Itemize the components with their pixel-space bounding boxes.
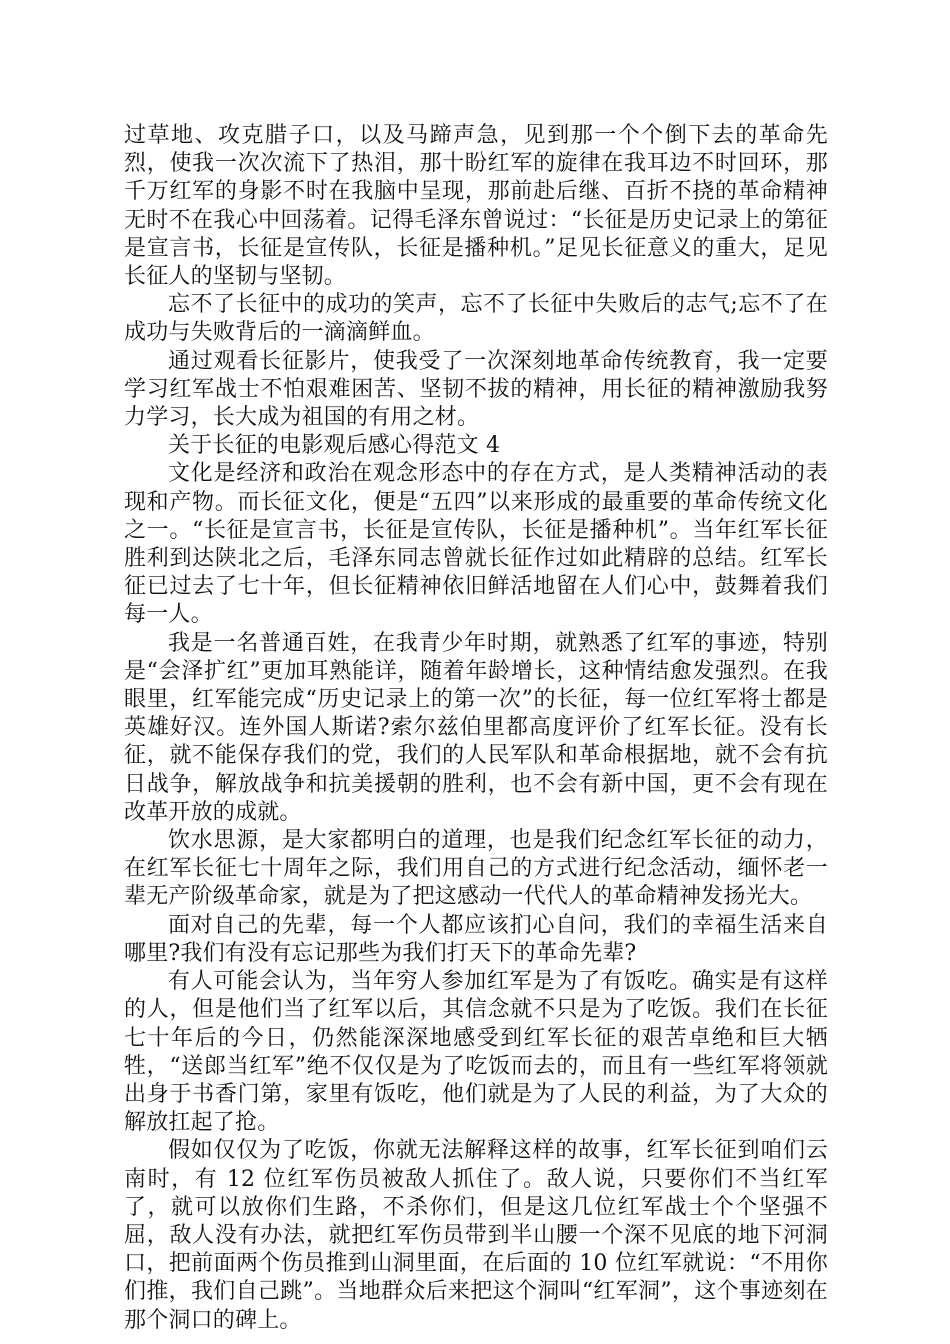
document-body	[124, 122, 828, 1335]
paragraph: 有人可能会认为，当年穷人参加红军是为了有饭吃。确实是有这样的人，但是他们当了红军以后，其信念就不只是为了吃饭。我们在长征七十年后的今日，仍然能深深地感受到红军长征的艰苦卓绝和巨大牺牲，“送郎当红军”绝不仅仅是为了吃饭而去的，而且有一些红军将领就出身于书香门第，家里有饭吃，他们就是为了人民的利益，为了大众的解放扛起了抢。	[124, 969, 828, 1136]
paragraph: 假如仅仅为了吃饭，你就无法解释这样的故事，红军长征到咱们云南时，有 12 位红军伤员被敌人抓住了。敌人说，只要你们不当红军了，就可以放你们生路，不杀你们，但是这几位红军战士个个坚强不屈，敌人没有办法，就把红军伤员带到半山腰一个深不见底的地下河洞口，把前面两个伤员推到山洞里面，在后面的 10 位红军就说：“不用你们推，我们自己跳”。当地群众后来把这个洞叫“红军洞”，这个事迹刻在那个洞口的碑上。	[124, 1138, 828, 1333]
paragraph: 面对自己的先辈，每一个人都应该扪心自问，我们的幸福生活来自哪里?我们有没有忘记那些为我们打天下的革命先辈?	[124, 912, 828, 966]
paragraph: 忘不了长征中的成功的笑声，忘不了长征中失败后的志气;忘不了在成功与失败背后的一滴滴鲜血。	[124, 292, 828, 346]
paragraph: 文化是经济和政治在观念形态中的存在方式，是人类精神活动的表现和产物。而长征文化，便是“五四”以来形成的最重要的革命传统文化之一。“长征是宣言书，长征是宣传队，长征是播种机”。当年红军长征胜利到达陕北之后，毛泽东同志曾就长征作过如此精辟的总结。红军长征已过去了七十年，但长征精神依旧鲜活地留在人们心中，鼓舞着我们每一人。	[124, 461, 828, 628]
paragraph-continued: 过草地、攻克腊子口，以及马蹄声急，见到那一个个倒下去的革命先烈，使我一次次流下了热泪，那十盼红军的旋律在我耳边不时回环，那千万红军的身影不时在我脑中呈现，那前赴后继、百折不挠的革命精神无时不在我心中回荡着。记得毛泽东曾说过：“长征是历史记录上的第征是宣言书，长征是宣传队，长征是播种机。”足见长征意义的重大，足见长征人的坚韧与坚韧。	[124, 123, 828, 290]
paragraph: 我是一名普通百姓，在我青少年时期，就熟悉了红军的事迹，特别是“会泽扩红”更加耳熟能详，随着年龄增长，这种情结愈发强烈。在我眼里，红军能完成“历史记录上的第一次”的长征，每一位红军将士都是英雄好汉。连外国人斯诺?索尔兹伯里都高度评价了红军长征。没有长征，就不能保存我们的党，我们的人民军队和革命根据地，就不会有抗日战争，解放战争和抗美援朝的胜利，也不会有新中国，更不会有现在改革开放的成就。	[124, 630, 828, 825]
section-heading: 关于长征的电影观后感心得范文 4	[168, 433, 501, 459]
paragraph: 通过观看长征影片，使我受了一次深刻地革命传统教育，我一定要学习红军战士不怕艰难困苦、坚韧不拔的精神，用长征的精神激励我努力学习，长大成为祖国的有用之材。	[124, 348, 828, 431]
paragraph: 饮水思源，是大家都明白的道理，也是我们纪念红军长征的动力，在红军长征七十周年之际，我们用自己的方式进行纪念活动，缅怀老一辈无产阶级革命家，就是为了把这感动一代代人的革命精神发扬光大。	[124, 828, 828, 910]
